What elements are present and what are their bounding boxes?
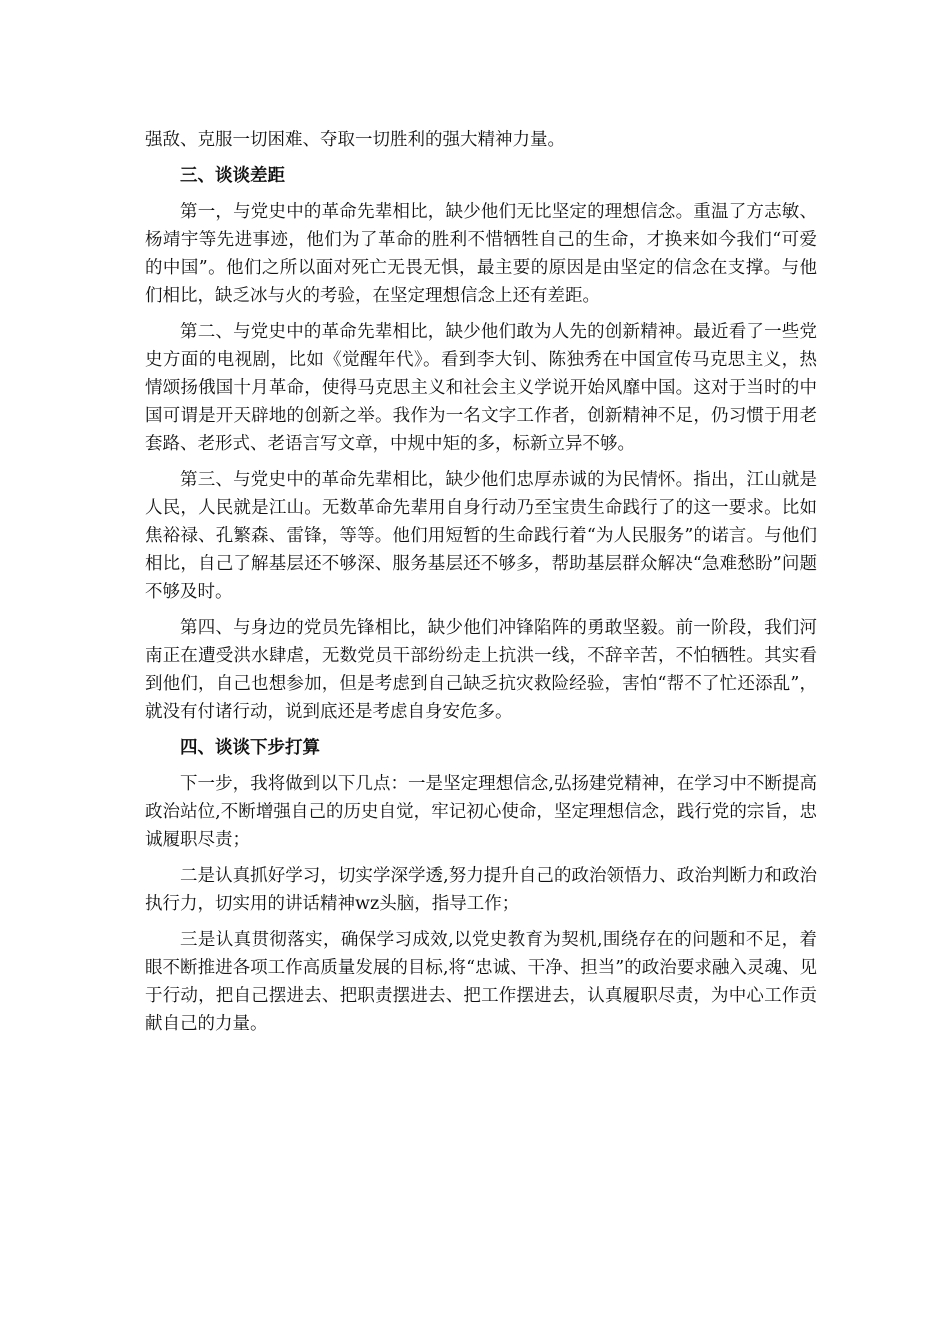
section-heading-gaps: 三、谈谈差距 xyxy=(180,166,285,186)
paragraph-gap-2: 第二、与党史中的革命先辈相比，缺少他们敢为人先的创新精神。最近看了一些党史方面的电视剧，比如《觉醒年代》。看到李大钊、陈独秀在中国宣传马克思主义，热情颂扬俄国十月革命，使得马克思主义和社会主义学说开始风靡中国。这对于当时的中国可谓是开天辟地的创新之举。我作为一名文字工作者，创新精神不足，仍习惯于用老套路、老形式、老语言写文章，中规中矩的多，标新立异不够。 xyxy=(145,322,817,454)
paragraph-gap-1: 第一，与党史中的革命先辈相比，缺少他们无比坚定的理想信念。重温了方志敏、杨靖宇等先进事迹，他们为了革命的胜利不惜牺牲自己的生命，才换来如今我们“可爱的中国”。他们之所以面对死亡无畏无惧，最主要的原因是由坚定的信念在支撑。与他们相比，缺乏冰与火的考验，在坚定理想信念上还有差距。 xyxy=(145,202,817,306)
continuation-paragraph: 强敌、克服一切困难、夺取一切胜利的强大精神力量。 xyxy=(145,130,565,150)
paragraph-gap-4: 第四、与身边的党员先锋相比，缺少他们冲锋陷阵的勇敢坚毅。前一阶段，我们河南正在遭受洪水肆虐，无数党员干部纷纷走上抗洪一线，不辞辛苦，不怕牺牲。其实看到他们，自己也想参加，但是考虑到自己缺乏抗灾救险经验，害怕“帮不了忙还添乱”，就没有付诸行动，说到底还是考虑自身安危多。 xyxy=(145,618,817,722)
section-heading-next-steps: 四、谈谈下步打算 xyxy=(180,738,320,758)
paragraph-plan-3: 三是认真贯彻落实，确保学习成效,以党史教育为契机,围绕存在的问题和不足，着眼不断推进各项工作高质量发展的目标,将“忠诚、干净、担当”的政治要求融入灵魂、见于行动，把自己摆进去、把职责摆进去、把工作摆进去，认真履职尽责，为中心工作贡献自己的力量。 xyxy=(145,930,817,1034)
paragraph-gap-3: 第三、与党史中的革命先辈相比，缺少他们忠厚赤诚的为民情怀。指出，江山就是人民，人民就是江山。无数革命先辈用自身行动乃至宝贵生命践行了的这一要求。比如焦裕禄、孔繁森、雷锋，等等。他们用短暂的生命践行着“为人民服务”的诺言。与他们相比，自己了解基层还不够深、服务基层还不够多，帮助基层群众解决“急难愁盼”问题不够及时。 xyxy=(145,470,817,602)
paragraph-plan-2: 二是认真抓好学习，切实学深学透,努力提升自己的政治领悟力、政治判断力和政治执行力，切实用的讲话精神wz头脑，指导工作； xyxy=(145,866,817,914)
paragraph-plan-1: 下一步，我将做到以下几点：一是坚定理想信念,弘扬建党精神，在学习中不断提高政治站位,不断增强自己的历史自觉，牢记初心使命，坚定理想信念，践行党的宗旨，忠诚履职尽责； xyxy=(145,774,817,850)
document-body xyxy=(145,126,817,1046)
